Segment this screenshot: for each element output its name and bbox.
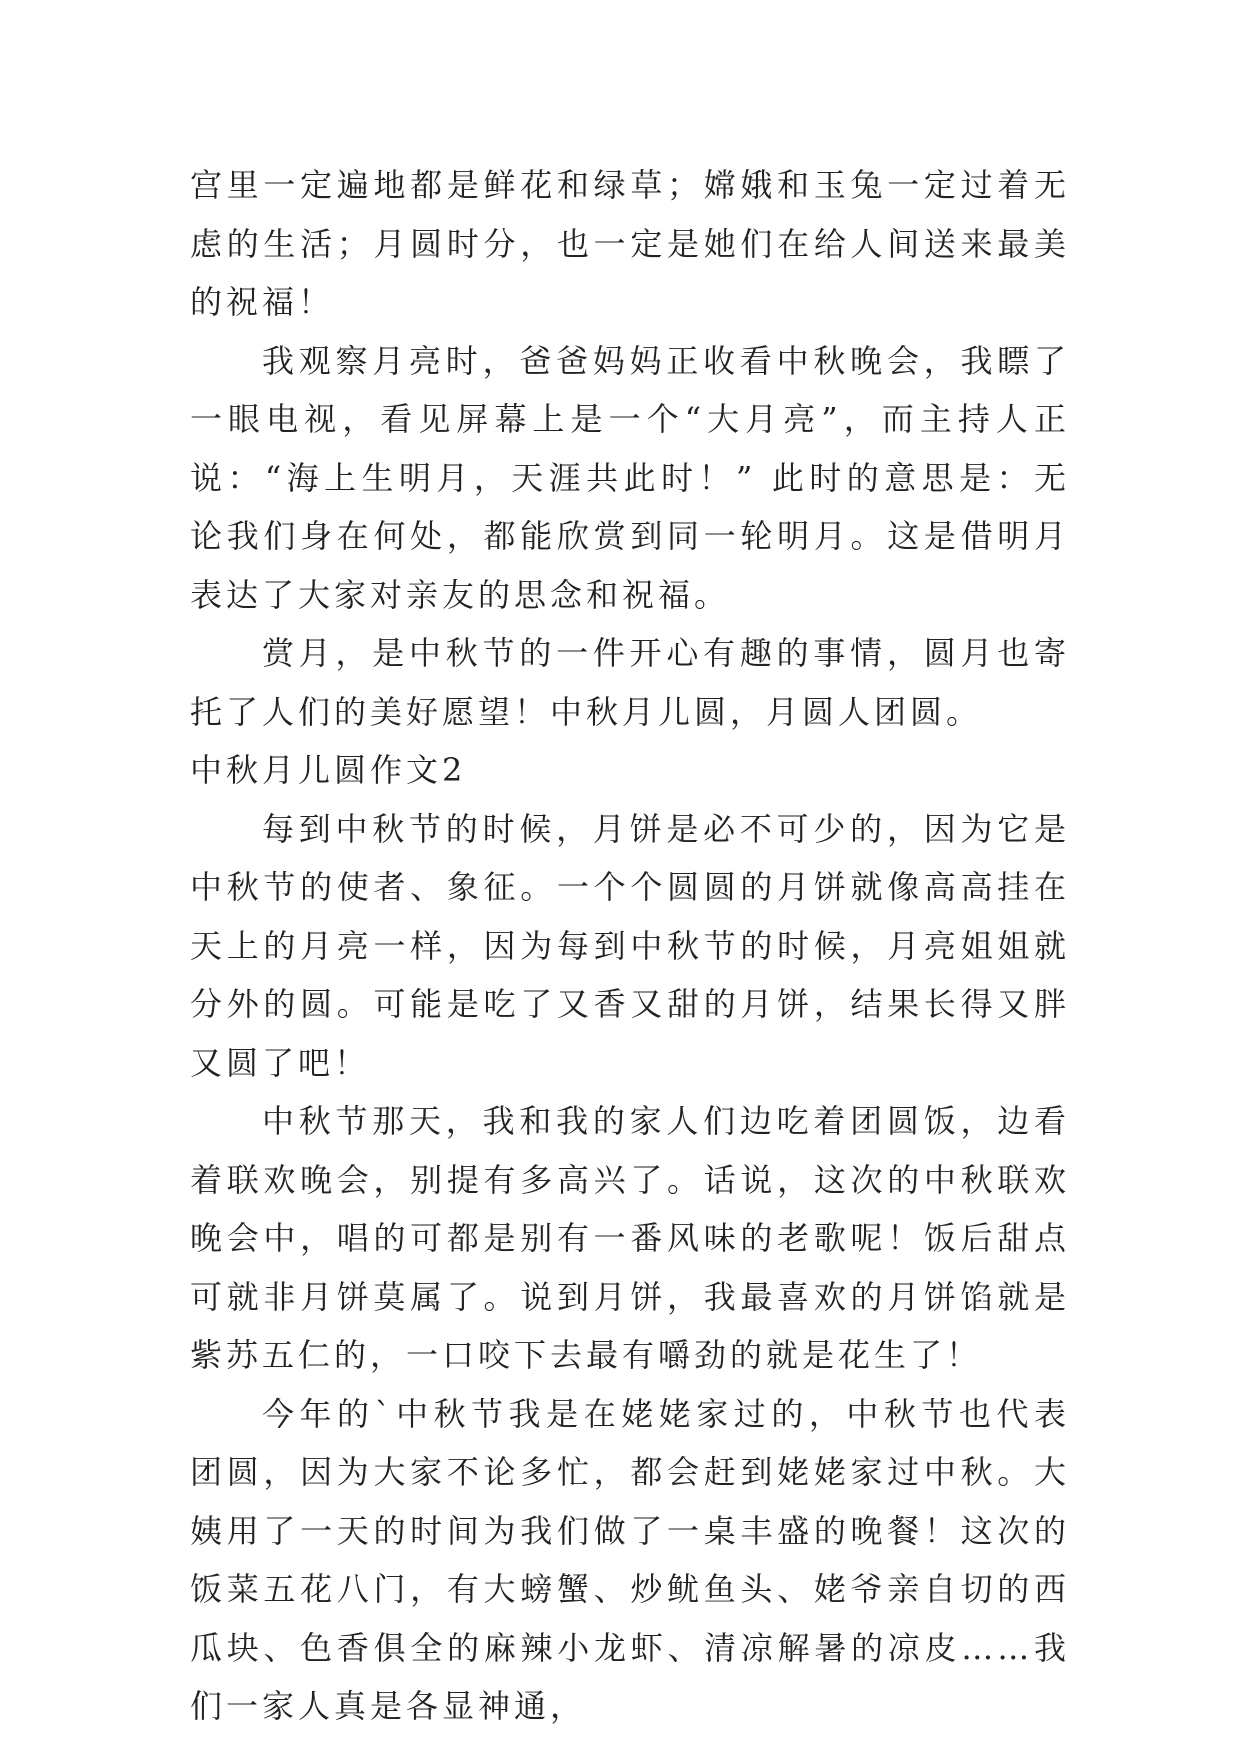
paragraph-moon-appreciation: 赏月，是中秋节的一件开心有趣的事情，圆月也寄托了人们的美好愿望！中秋月儿圆，月圆人团圆。 xyxy=(190,634,1070,731)
paragraph-family-dinner: 中秋节那天，我和我的家人们边吃着团圆饭，边看着联欢晚会，别提有多高兴了。话说，这次的中秋联欢晚会中，唱的可都是别有一番风味的老歌呢！饭后甜点可就非月饼莫属了。说到月饼，我最喜欢的月饼馅就是紫苏五仁的，一口咬下去最有嚼劲的就是花生了！ xyxy=(190,1102,1070,1374)
document-body xyxy=(190,156,1070,1736)
paragraph-grandparents-home: 今年的`中秋节我是在姥姥家过的，中秋节也代表团圆，因为大家不论多忙，都会赶到姥姥家过中秋。大姨用了一天的时间为我们做了一桌丰盛的晚餐！这次的饭菜五花八门，有大螃蟹、炒鱿鱼头、姥爷亲自切的西瓜块、色香俱全的麻辣小龙虾、清凉解暑的凉皮……我们一家人真是各显神通， xyxy=(190,1394,1070,1725)
paragraph-mooncake: 每到中秋节的时候，月饼是必不可少的，因为它是中秋节的使者、象征。一个个圆圆的月饼就像高高挂在天上的月亮一样，因为每到中秋节的时候，月亮姐姐就分外的圆。可能是吃了又香又甜的月饼，结果长得又胖又圆了吧！ xyxy=(190,809,1070,1082)
paragraph-continuation: 宫里一定遍地都是鲜花和绿草；嫦娥和玉兔一定过着无虑的生活；月圆时分，也一定是她们在给人间送来最美的祝福！ xyxy=(190,166,1070,321)
section-heading: 中秋月儿圆作文2 xyxy=(190,751,467,789)
paragraph-moon-watching: 我观察月亮时，爸爸妈妈正收看中秋晚会，我瞟了一眼电视，看见屏幕上是一个“大月亮”，而主持人正说：“海上生明月，天涯共此时！” 此时的意思是：无论我们身在何处，都能欣赏到同一轮明月。这是借明月表达了大家对亲友的思念和祝福。 xyxy=(190,341,1070,614)
